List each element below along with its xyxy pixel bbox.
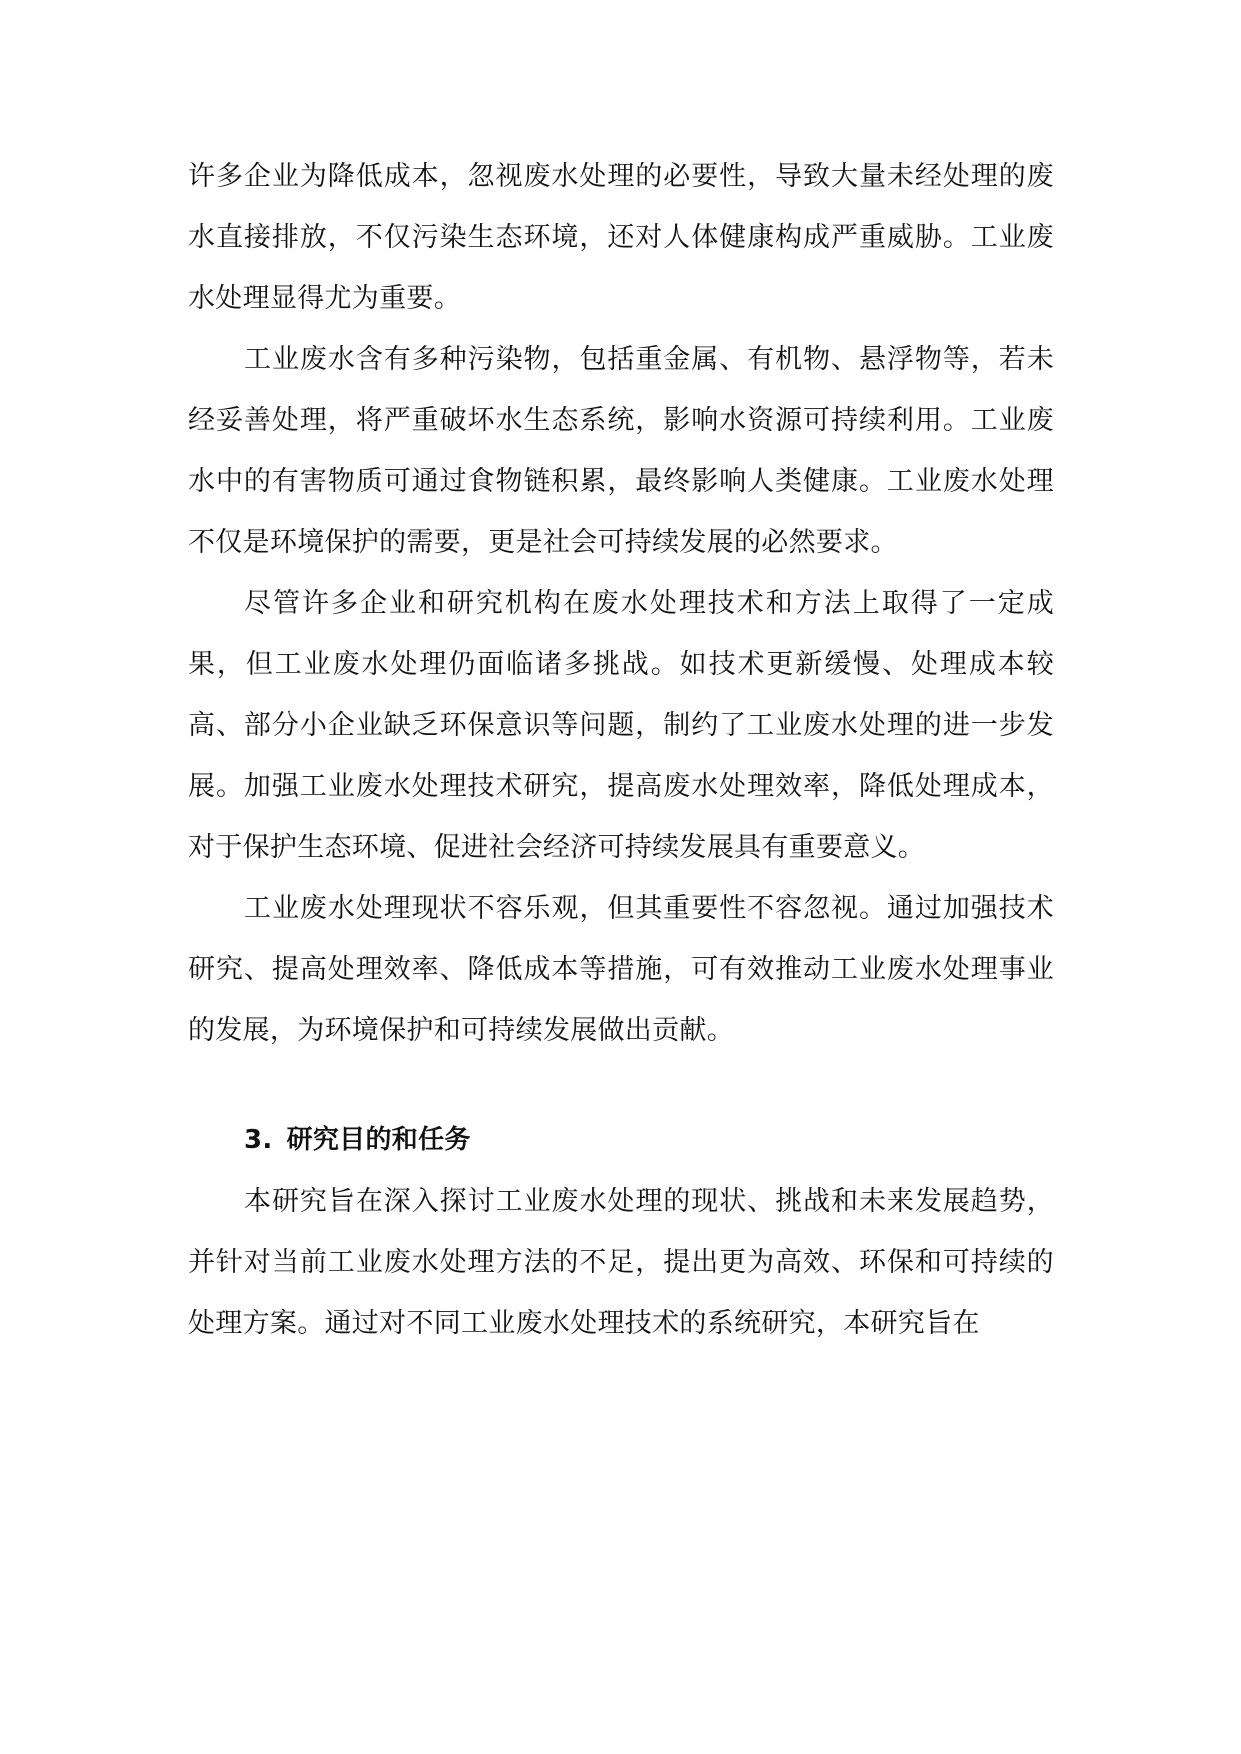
paragraph-research-aim: 本研究旨在深入探讨工业废水处理的现状、挑战和未来发展趋势，并针对当前工业废水处理方法的不足，提出更为高效、环保和可持续的处理方案。通过对不同工业废水处理技术的系统研究，本研究旨在 bbox=[188, 1186, 1054, 1339]
paragraph-pollutants: 工业废水含有多种污染物，包括重金属、有机物、悬浮物等，若未经妥善处理，将严重破坏水生态系统，影响水资源可持续利用。工业废水中的有害物质可通过食物链积累，最终影响人类健康。工业废水处理不仅是环境保护的需要，更是社会可持续发展的必然要求。 bbox=[188, 344, 1054, 558]
document-body bbox=[188, 146, 1054, 1354]
paragraph-continuation: 许多企业为降低成本，忽视废水处理的必要性，导致大量未经处理的废水直接排放，不仅污染生态环境，还对人体健康构成严重威胁。工业废水处理显得尤为重要。 bbox=[188, 161, 1054, 314]
paragraph-challenges: 尽管许多企业和研究机构在废水处理技术和方法上取得了一定成果，但工业废水处理仍面临诸多挑战。如技术更新缓慢、处理成本较高、部分小企业缺乏环保意识等问题，制约了工业废水处理的进一步发展。加强工业废水处理技术研究，提高废水处理效率，降低处理成本，对于保护生态环境、促进社会经济可持续发展具有重要意义。 bbox=[188, 588, 1054, 863]
section-heading bbox=[188, 1110, 1054, 1171]
paragraph-summary: 工业废水处理现状不容乐观，但其重要性不容忽视。通过加强技术研究、提高处理效率、降低成本等措施，可有效推动工业废水处理事业的发展，为环境保护和可持续发展做出贡献。 bbox=[188, 893, 1054, 1046]
section-title: 研究目的和任务 bbox=[286, 1125, 471, 1155]
section-number: 3. bbox=[244, 1125, 273, 1155]
